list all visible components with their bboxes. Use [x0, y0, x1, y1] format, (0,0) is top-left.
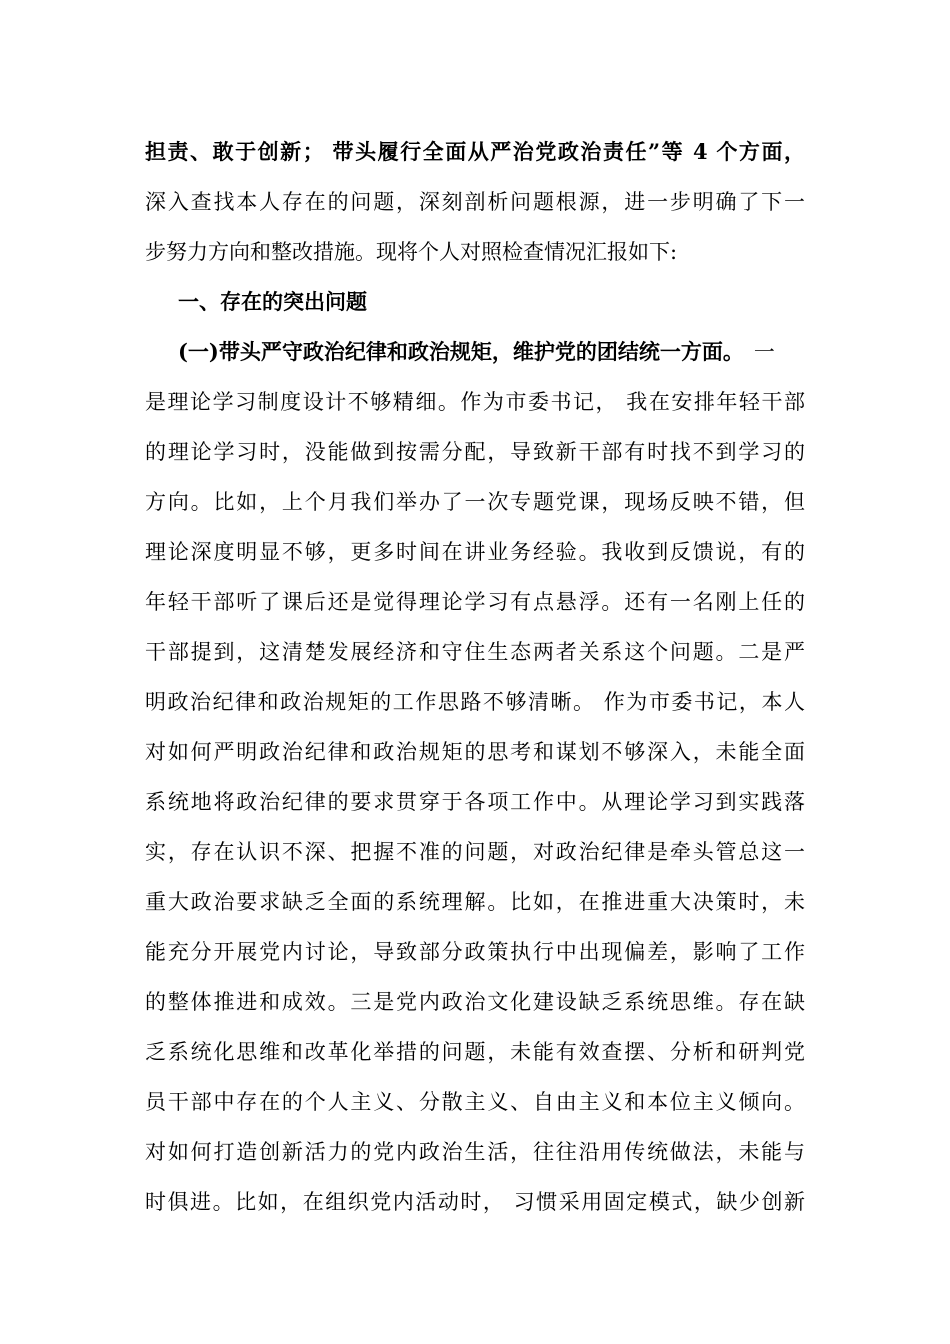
text-line-continued-bold: 担责、敢于创新； 带头履行全面从严治党政治责任”等 4 个方面，	[145, 139, 805, 164]
subsection-heading-line	[178, 332, 805, 372]
text-line: 是理论学习制度设计不够精细。作为市委书记， 我在安排年轻干部	[145, 390, 805, 414]
text-line: 的整体推进和成效。三是党内政治文化建设缺乏系统思维。存在缺	[145, 990, 805, 1014]
text-line: 实，存在认识不深、把握不准的问题，对政治纪律是牵头管总这一	[145, 840, 805, 864]
text-line: 乏系统化思维和改革化举措的问题，未能有效查摆、分析和研判党	[145, 1040, 805, 1064]
text-line: 系统地将政治纪律的要求贯穿于各项工作中。从理论学习到实践落	[145, 790, 805, 814]
text-line: 对如何打造创新活力的党内政治生活，往往沿用传统做法，未能与	[145, 1140, 805, 1164]
section-heading: 一、存在的突出问题	[178, 289, 367, 314]
subsection-heading: (一)带头严守政治纪律和政治规矩，维护党的团结统一方面。	[178, 339, 744, 364]
text-run: 一	[753, 340, 775, 364]
text-line: 员干部中存在的个人主义、分散主义、自由主义和本位主义倾向。	[145, 1090, 805, 1114]
text-line: 能充分开展党内讨论，导致部分政策执行中出现偏差，影响了工作	[145, 940, 805, 964]
text-line: 年轻干部听了课后还是觉得理论学习有点悬浮。还有一名刚上任的	[145, 590, 805, 614]
text-line: 明政治纪律和政治规矩的工作思路不够清晰。 作为市委书记，本人	[145, 690, 805, 714]
text-line: 时俱进。比如，在组织党内活动时， 习惯采用固定模式，缺少创新	[145, 1190, 805, 1214]
text-line: 步努力方向和整改措施。现将个人对照检查情况汇报如下:	[145, 240, 678, 264]
text-line: 理论深度明显不够，更多时间在讲业务经验。我收到反馈说，有的	[145, 540, 805, 564]
text-line: 对如何严明政治纪律和政治规矩的思考和谋划不够深入，未能全面	[145, 740, 805, 764]
text-line: 深入查找本人存在的问题，深刻剖析问题根源，进一步明确了下一	[145, 190, 805, 214]
text-line: 重大政治要求缺乏全面的系统理解。比如，在推进重大决策时，未	[145, 890, 805, 914]
text-line: 干部提到，这清楚发展经济和守住生态两者关系这个问题。二是严	[145, 640, 805, 664]
text-line: 的理论学习时，没能做到按需分配，导致新干部有时找不到学习的	[145, 440, 805, 464]
text-line: 方向。比如，上个月我们举办了一次专题党课，现场反映不错，但	[145, 490, 805, 514]
